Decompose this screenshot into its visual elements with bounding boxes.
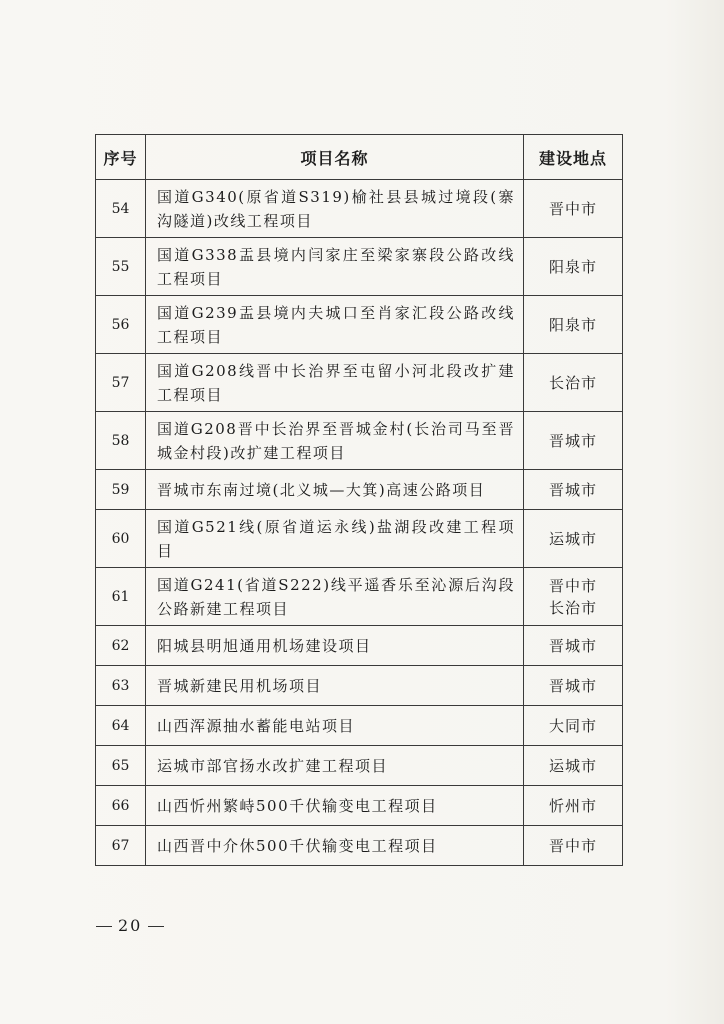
row-location bbox=[524, 238, 623, 296]
location-name: 长治市 bbox=[548, 373, 597, 392]
row-project-name: 国道G208线晋中长治界至屯留小河北段改扩建工程项目 bbox=[146, 354, 524, 412]
row-location bbox=[524, 626, 623, 666]
row-number: 64 bbox=[96, 706, 146, 746]
row-location bbox=[524, 568, 623, 626]
row-number: 55 bbox=[96, 238, 146, 296]
row-number: 58 bbox=[96, 412, 146, 470]
table-row bbox=[96, 510, 623, 568]
row-project-name: 国道G239盂县境内夫城口至肖家汇段公路改线工程项目 bbox=[146, 296, 524, 354]
table-row bbox=[96, 354, 623, 412]
location-name: 晋中市 bbox=[548, 836, 597, 855]
row-location bbox=[524, 706, 623, 746]
row-location bbox=[524, 826, 623, 866]
row-project-name: 国道G241(省道S222)线平遥香乐至沁源后沟段公路新建工程项目 bbox=[146, 568, 524, 626]
table-row bbox=[96, 786, 623, 826]
table-row bbox=[96, 470, 623, 510]
table-row bbox=[96, 568, 623, 626]
location-name: 阳泉市 bbox=[548, 257, 597, 276]
location-name: 晋中市 bbox=[548, 199, 597, 218]
row-project-name: 运城市部官扬水改扩建工程项目 bbox=[146, 746, 524, 786]
table-row bbox=[96, 626, 623, 666]
location-name: 晋中市 bbox=[548, 576, 597, 595]
row-number: 59 bbox=[96, 470, 146, 510]
header-location: 建设地点 bbox=[524, 135, 623, 180]
table-row bbox=[96, 746, 623, 786]
table-row bbox=[96, 826, 623, 866]
row-location bbox=[524, 666, 623, 706]
row-number: 65 bbox=[96, 746, 146, 786]
location-name: 运城市 bbox=[548, 529, 597, 548]
row-number: 57 bbox=[96, 354, 146, 412]
table-row bbox=[96, 180, 623, 238]
row-number: 63 bbox=[96, 666, 146, 706]
table-row bbox=[96, 706, 623, 746]
table-row bbox=[96, 666, 623, 706]
location-name: 阳泉市 bbox=[548, 315, 597, 334]
row-number: 67 bbox=[96, 826, 146, 866]
header-number: 序号 bbox=[96, 135, 146, 180]
table-row bbox=[96, 238, 623, 296]
row-project-name: 晋城市东南过境(北义城—大箕)高速公路项目 bbox=[146, 470, 524, 510]
row-project-name: 国道G340(原省道S319)榆社县县城过境段(寨沟隧道)改线工程项目 bbox=[146, 180, 524, 238]
location-name: 忻州市 bbox=[548, 796, 597, 815]
location-name: 晋城市 bbox=[548, 676, 597, 695]
row-project-name: 山西忻州繁峙500千伏输变电工程项目 bbox=[146, 786, 524, 826]
page-number: 20 bbox=[118, 916, 143, 935]
location-name: 长治市 bbox=[548, 598, 597, 617]
row-location bbox=[524, 510, 623, 568]
row-project-name: 国道G208晋中长治界至晋城金村(长治司马至晋城金村段)改扩建工程项目 bbox=[146, 412, 524, 470]
row-location bbox=[524, 470, 623, 510]
row-number: 54 bbox=[96, 180, 146, 238]
row-project-name: 国道G338盂县境内闫家庄至梁家寨段公路改线工程项目 bbox=[146, 238, 524, 296]
location-name: 大同市 bbox=[548, 716, 597, 735]
table-header-row bbox=[96, 135, 623, 180]
row-project-name: 阳城县明旭通用机场建设项目 bbox=[146, 626, 524, 666]
row-project-name: 国道G521线(原省道运永线)盐湖段改建工程项目 bbox=[146, 510, 524, 568]
row-location bbox=[524, 786, 623, 826]
row-number: 62 bbox=[96, 626, 146, 666]
location-name: 运城市 bbox=[548, 756, 597, 775]
location-name: 晋城市 bbox=[548, 636, 597, 655]
row-location bbox=[524, 180, 623, 238]
table-row bbox=[96, 412, 623, 470]
header-project: 项目名称 bbox=[146, 135, 524, 180]
row-number: 60 bbox=[96, 510, 146, 568]
row-location bbox=[524, 412, 623, 470]
row-project-name: 山西晋中介休500千伏输变电工程项目 bbox=[146, 826, 524, 866]
location-name: 晋城市 bbox=[548, 480, 597, 499]
page-footer bbox=[96, 916, 170, 935]
row-project-name: 山西浑源抽水蓄能电站项目 bbox=[146, 706, 524, 746]
row-number: 56 bbox=[96, 296, 146, 354]
location-name: 晋城市 bbox=[548, 431, 597, 450]
row-number: 61 bbox=[96, 568, 146, 626]
table-body bbox=[96, 180, 623, 866]
table-row bbox=[96, 296, 623, 354]
project-table bbox=[95, 134, 623, 866]
row-location bbox=[524, 296, 623, 354]
row-project-name: 晋城新建民用机场项目 bbox=[146, 666, 524, 706]
row-number: 66 bbox=[96, 786, 146, 826]
row-location bbox=[524, 354, 623, 412]
row-location bbox=[524, 746, 623, 786]
